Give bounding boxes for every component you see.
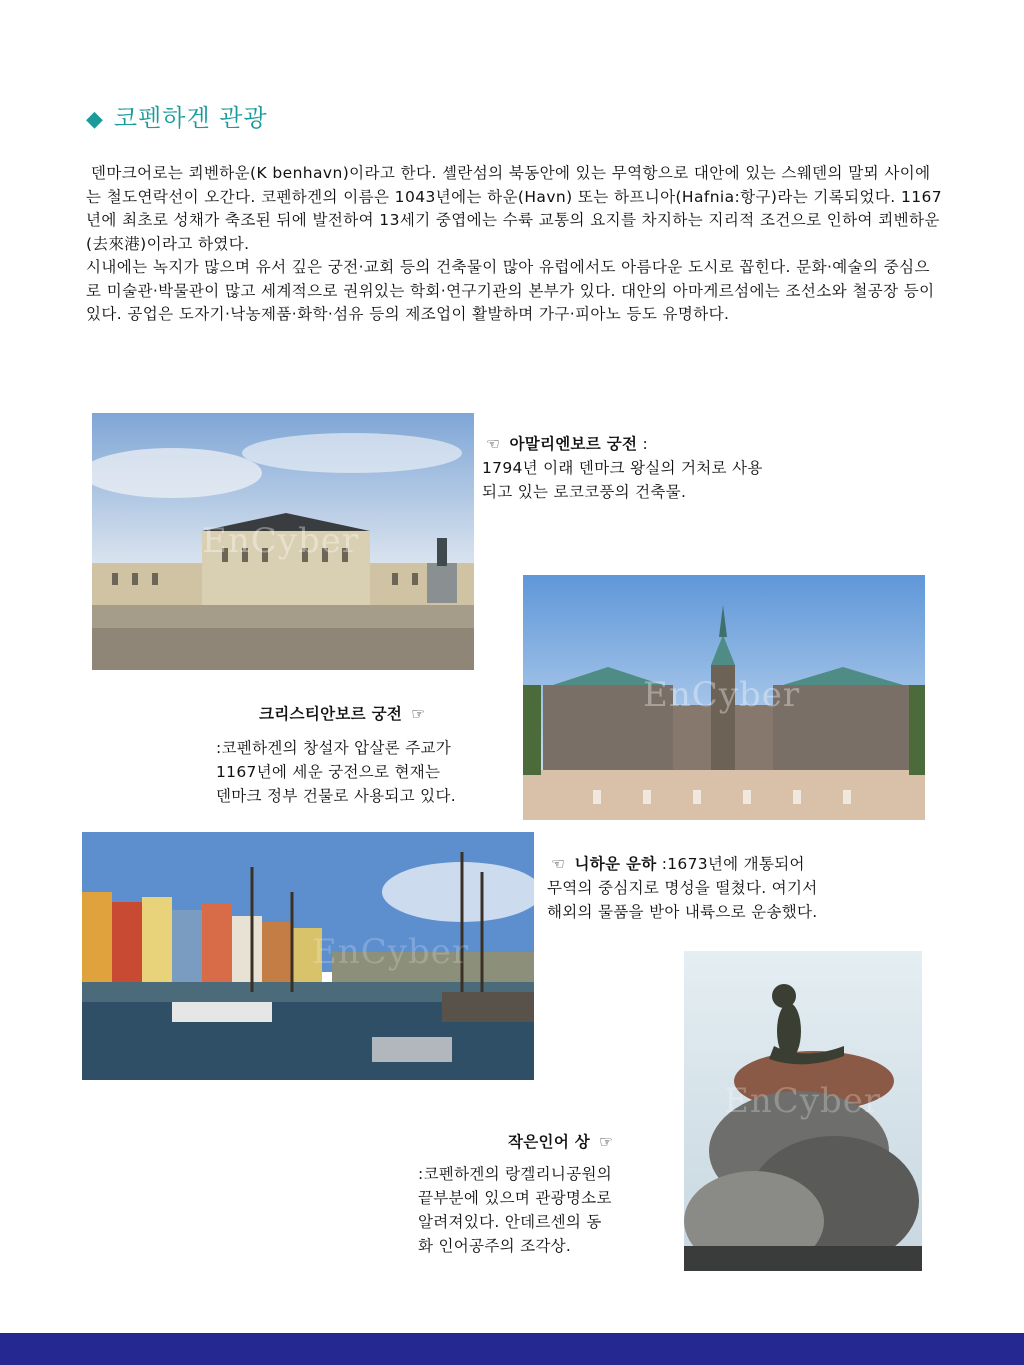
hand-pointing-left-icon: ☜ — [486, 435, 501, 453]
nyhavn-line-2: 해외의 물품을 받아 내륙으로 운송했다. — [547, 903, 818, 921]
hand-pointing-right-icon: ☞ — [411, 705, 426, 723]
nyhavn-rest: :1673년에 개통되어 — [656, 855, 805, 873]
mermaid-line-1: :코펜하겐의 랑겔리니공원의 — [418, 1165, 613, 1183]
little-mermaid-photo — [684, 951, 922, 1271]
christiansborg-line-2: 1167년에 세운 궁전으로 현재는 — [216, 763, 441, 781]
intro-paragraph-2: 시내에는 녹지가 많으며 유서 깊은 궁전·교회 등의 건축물이 많아 유럽에서도 아름다운 도시로 꼽힌다. 문화·예술의 중심으로 미술관·박물관이 많고 세계적으로 권위있는 학회·연구기관의 본부가 있다. 대안의 아마게르섬에는 조선소와 철공장 등이 있다. 공업은 도자기·낙농제품·화학·섬유 등의 제조업이 활발하며 가구·피아노 등도 유명하다. — [86, 258, 935, 323]
watermark: EnCyber — [643, 675, 801, 715]
amalienborg-photo — [92, 413, 474, 670]
mermaid-line-2: 끝부분에 있으며 관광명소로 — [418, 1189, 612, 1207]
watermark: EnCyber — [312, 932, 470, 972]
page-title — [86, 98, 268, 133]
diamond-bullet-icon: ◆ — [86, 107, 104, 132]
christiansborg-photo — [523, 575, 925, 820]
christiansborg-title: 크리스티안보르 궁전 — [259, 705, 403, 723]
intro-text — [86, 162, 942, 327]
nyhavn-caption — [547, 852, 818, 924]
amalienborg-line-1: 1794년 이래 덴마크 왕실의 거처로 사용 — [482, 459, 763, 477]
amalienborg-line-2: 되고 있는 로코코풍의 건축물. — [482, 483, 687, 501]
amalienborg-title: 아말리엔보르 궁전 — [509, 435, 638, 453]
mermaid-line-3: 알려져있다. 안데르센의 동 — [418, 1213, 602, 1231]
christiansborg-line-1: :코펜하겐의 창설자 압살론 주교가 — [216, 739, 452, 757]
hand-pointing-right-icon: ☞ — [599, 1133, 614, 1151]
mermaid-caption — [418, 1130, 618, 1258]
amalienborg-colon: : — [637, 435, 649, 453]
mermaid-title: 작은인어 상 — [508, 1133, 591, 1151]
watermark: EnCyber — [724, 1081, 882, 1121]
nyhavn-line-1: 무역의 중심지로 명성을 떨쳤다. 여기서 — [547, 879, 818, 897]
footer-bar — [0, 1333, 1024, 1365]
page-title-text: 코펜하겐 관광 — [113, 104, 268, 132]
nyhavn-title: 니하운 운하 — [574, 855, 657, 873]
christiansborg-caption — [216, 702, 456, 808]
watermark: EnCyber — [202, 521, 360, 561]
mermaid-line-4: 화 인어공주의 조각상. — [418, 1237, 572, 1255]
hand-pointing-left-icon: ☜ — [551, 855, 566, 873]
amalienborg-caption — [482, 432, 763, 504]
intro-paragraph-1: 덴마크어로는 쾨벤하운(K benhavn)이라고 한다. 셸란섬의 북동안에 있는 무역항으로 대안에 있는 스웨덴의 말뫼 사이에는 철도연락선이 오간다. 코펜하겐의 이름은 1043년에는 하운(Havn) 또는 하프니아(Hafnia:항구)라는 기록되었다. 1167년에 최초로 성채가 축조된 뒤에 발전하여 13세기 중엽에는 수륙 교통의 요지를 차지하는 지리적 조건으로 인하여 쾨벤하운(去來港)이라고 하였다. — [86, 164, 942, 253]
nyhavn-photo — [82, 832, 534, 1080]
christiansborg-line-3: 덴마크 정부 건물로 사용되고 있다. — [216, 787, 456, 805]
